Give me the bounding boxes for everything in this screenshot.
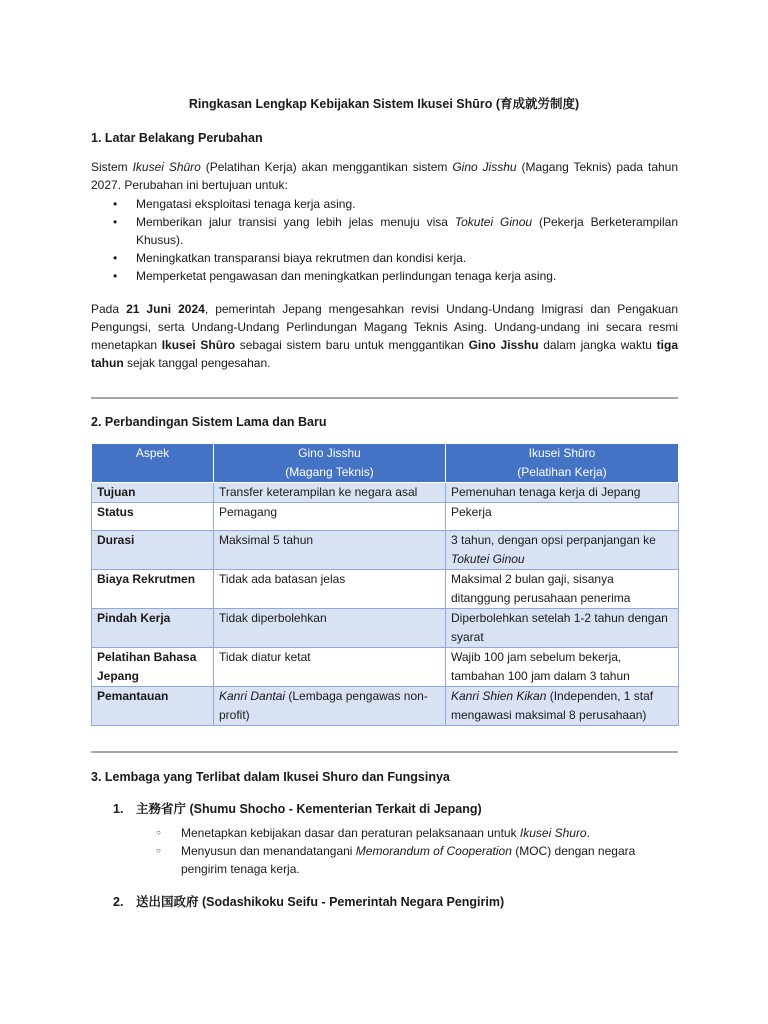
list-item: • Memberikan jalur transisi yang lebih jelas menuju visa Tokutei Ginou (Pekerja Berketerampilan Khusus). <box>91 213 678 249</box>
old-system-cell: Maksimal 5 tahun <box>214 531 446 570</box>
aspect-cell: Durasi <box>92 531 214 570</box>
old-system-cell: Tidak ada batasan jelas <box>214 570 446 609</box>
item1-sub-list <box>113 824 678 878</box>
header-new-system: Ikusei Shūro (Pelatihan Kerja) <box>446 444 679 483</box>
table-row <box>92 609 679 648</box>
old-system-cell: Pemagang <box>214 503 446 531</box>
aspect-cell: Pindah Kerja <box>92 609 214 648</box>
aspect-cell: Tujuan <box>92 483 214 503</box>
section1-intro: Sistem Ikusei Shūro (Pelatihan Kerja) akan menggantikan sistem Gino Jisshu (Magang Teknis) pada tahun 2027. Perubahan ini bertujuan untuk: <box>91 160 679 192</box>
new-system-cell: Kanri Shien Kikan (Independen, 1 staf mengawasi maksimal 8 perusahaan) <box>446 687 679 726</box>
numbered-item-2: 2. 送出国政府 (Sodashikoku Seifu - Pemerintah Negara Pengirim) <box>113 895 505 909</box>
section3-heading: 3. Lembaga yang Terlibat dalam Ikusei Shuro dan Fungsinya <box>91 770 450 784</box>
new-system-cell: Pemenuhan tenaga kerja di Jepang <box>446 483 679 503</box>
aspect-cell: Pelatihan Bahasa Jepang <box>92 648 214 687</box>
section1-heading: 1. Latar Belakang Perubahan <box>91 131 263 145</box>
new-system-cell: Maksimal 2 bulan gaji, sisanya ditanggung perusahaan penerima <box>446 570 679 609</box>
table-row <box>92 483 679 503</box>
list-item: ○ Menyusun dan menandatangani Memorandum of Cooperation (MOC) dengan negara pengirim tenaga kerja. <box>113 842 678 878</box>
aspect-cell: Biaya Rekrutmen <box>92 570 214 609</box>
comparison-table <box>91 443 679 726</box>
aspect-cell: Pemantauan <box>92 687 214 726</box>
table-row <box>92 648 679 687</box>
table-row <box>92 503 679 531</box>
list-item: ○ Menetapkan kebijakan dasar dan peraturan pelaksanaan untuk Ikusei Shuro. <box>113 824 678 842</box>
document-title: Ringkasan Lengkap Kebijakan Sistem Ikusei Shūro (育成就労制度) <box>188 97 580 111</box>
section2-heading: 2. Perbandingan Sistem Lama dan Baru <box>91 415 327 429</box>
divider <box>91 751 678 753</box>
table-row <box>92 531 679 570</box>
new-system-cell: Pekerja <box>446 503 679 531</box>
aspect-cell: Status <box>92 503 214 531</box>
old-system-cell: Tidak diatur ketat <box>214 648 446 687</box>
list-item: • Mengatasi eksploitasi tenaga kerja asing. <box>91 195 678 213</box>
new-system-cell: Wajib 100 jam sebelum bekerja, tambahan 100 jam dalam 3 tahun <box>446 648 679 687</box>
numbered-item-1: 1. 主務省庁 (Shumu Shocho - Kementerian Terkait di Jepang) <box>113 802 482 816</box>
new-system-cell: 3 tahun, dengan opsi perpanjangan ke Tokutei Ginou <box>446 531 679 570</box>
table-row <box>92 570 679 609</box>
table-row <box>92 687 679 726</box>
old-system-cell: Kanri Dantai (Lembaga pengawas non-profit) <box>214 687 446 726</box>
new-system-cell: Diperbolehkan setelah 1-2 tahun dengan syarat <box>446 609 679 648</box>
header-old-system: Gino Jisshu (Magang Teknis) <box>214 444 446 483</box>
section1-bullet-list <box>91 195 678 285</box>
list-item: • Meningkatkan transparansi biaya rekrutmen dan kondisi kerja. <box>91 249 678 267</box>
old-system-cell: Tidak diperbolehkan <box>214 609 446 648</box>
section1-paragraph: Pada 21 Juni 2024, pemerintah Jepang mengesahkan revisi Undang-Undang Imigrasi dan Pengakuan Pengungsi, serta Undang-Undang Perlindungan Magang Teknis Asing. Undang-undang ini secara resmi menetapkan Ikusei Shūro sebagai sistem baru untuk menggantikan Gino Jisshu dalam jangka waktu tiga tahun sejak tanggal pengesahan. <box>91 302 678 370</box>
list-item: • Memperketat pengawasan dan meningkatkan perlindungan tenaga kerja asing. <box>91 267 678 285</box>
header-aspect: Aspek <box>92 444 214 483</box>
table-header-row <box>92 444 679 483</box>
divider <box>91 397 678 399</box>
old-system-cell: Transfer keterampilan ke negara asal <box>214 483 446 503</box>
